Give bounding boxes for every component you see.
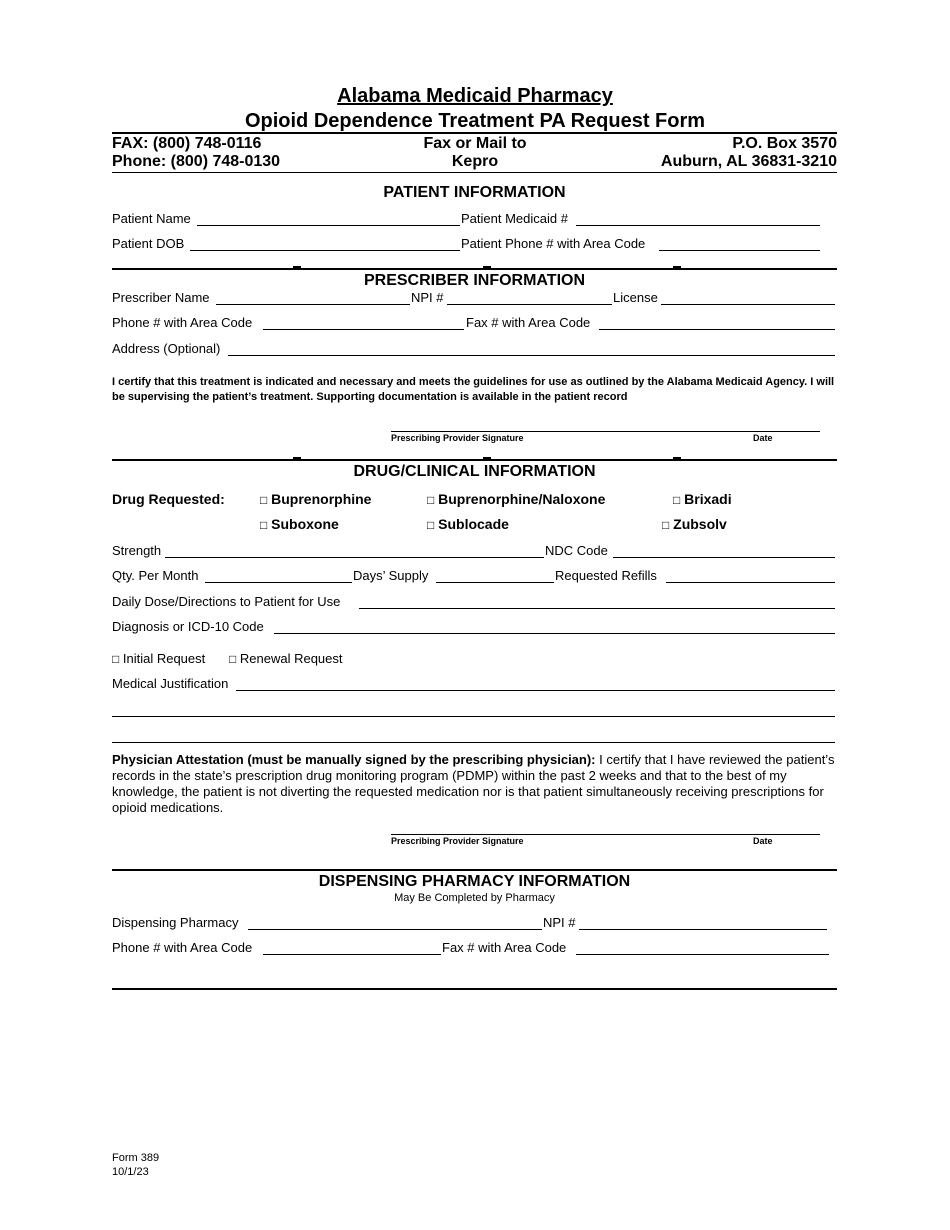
pharmacy-fax-field[interactable] [576,940,829,955]
diagnosis-field[interactable] [274,619,835,634]
drug-option-sublocade[interactable] [427,516,509,534]
justification-label: Medical Justification [112,676,229,691]
ndc-label: NDC Code [545,543,608,558]
drug-option-label: Zubsolv [673,516,727,532]
pharmacy-name-field[interactable] [248,915,542,930]
form-title: Alabama Medicaid Pharmacy [337,85,613,107]
prescriber-date-label: Date [753,433,773,443]
prescriber-phone-label: Phone # with Area Code [112,315,253,330]
drug-option-label: Brixadi [684,491,732,507]
mail-to-company: Kepro [451,153,499,170]
patient-phone-label: Patient Phone # with Area Code [461,236,646,251]
pharmacy-phone-field[interactable] [263,940,441,955]
daily-dose-label: Daily Dose/Directions to Patient for Use [112,594,341,609]
drug-requested-label: Drug Requested: [112,491,225,507]
checkbox-icon: □ [112,652,120,666]
form-number: Form 389 [112,1152,160,1164]
prescriber-license-field[interactable] [661,290,835,305]
pharmacy-fax-label: Fax # with Area Code [442,940,567,955]
prescriber-name-field[interactable] [216,290,410,305]
drug-option-zubsolv[interactable] [662,516,727,534]
drug-option-label: Suboxone [271,516,339,532]
justification-field-line-2[interactable] [112,702,835,717]
form-date: 10/1/23 [112,1166,149,1178]
qty-field[interactable] [205,568,352,583]
attestation-heading: Physician Attestation (must be manually signed by the prescribing physician): [112,752,596,767]
justification-field-line-3[interactable] [112,728,835,743]
checkbox-icon: □ [427,518,435,532]
prescriber-signature-label: Prescribing Provider Signature [391,433,524,443]
phone-number: Phone: (800) 748-0130 [112,153,281,170]
daily-dose-field[interactable] [359,594,835,609]
prescriber-signature-line[interactable] [391,431,820,432]
physician-signature-label: Prescribing Provider Signature [391,836,524,846]
checkbox-icon: □ [673,493,681,507]
pharmacy-subheading: May Be Completed by Pharmacy [394,892,555,904]
ndc-field[interactable] [613,543,835,558]
checkbox-icon: □ [229,652,237,666]
patient-name-label: Patient Name [112,211,191,226]
patient-dob-label: Patient DOB [112,236,185,251]
checkbox-icon: □ [260,518,268,532]
pharmacy-npi-label: NPI # [543,915,576,930]
prescriber-address-field[interactable] [228,341,835,356]
prescriber-license-label: License [613,290,658,305]
days-supply-label: Days’ Supply [353,568,429,583]
prescriber-npi-field[interactable] [447,290,612,305]
pharmacy-phone-label: Phone # with Area Code [112,940,253,955]
po-box: P.O. Box 3570 [732,135,837,152]
pharmacy-npi-field[interactable] [579,915,827,930]
initial-request-checkbox[interactable] [112,651,205,667]
prescriber-section-heading: PRESCRIBER INFORMATION [363,272,586,289]
physician-signature-line[interactable] [391,834,820,835]
fax-number: FAX: (800) 748-0116 [112,135,262,152]
drug-option-brixadi[interactable] [673,491,732,509]
physician-attestation [112,752,837,816]
pharmacy-section-heading: DISPENSING PHARMACY INFORMATION [318,873,631,890]
patient-section-heading: PATIENT INFORMATION [383,184,566,201]
drug-option-buprenorphine-naloxone[interactable] [427,491,605,509]
renewal-request-label: Renewal Request [239,651,343,666]
header-divider [112,132,837,134]
pharmacy-section-divider [112,988,837,990]
drug-option-label: Buprenorphine [271,491,372,507]
patient-name-field[interactable] [197,211,460,226]
drug-option-suboxone[interactable] [260,516,339,534]
attestation-text: I certify that I have reviewed the patient’s records in the state’s prescription drug monitoring program (PDMP) within the past 2 weeks and that to the best of my knowledge, the patient is not diverting the requested medication nor is that patient simultaneously receiving prescriptions for opioid medications. [112,752,835,815]
days-supply-field[interactable] [436,568,554,583]
checkbox-icon: □ [662,518,670,532]
refills-label: Requested Refills [555,568,657,583]
prescriber-fax-field[interactable] [599,315,835,330]
refills-field[interactable] [666,568,835,583]
qty-label: Qty. Per Month [112,568,199,583]
form-subtitle: Opioid Dependence Treatment PA Request Form [244,110,706,132]
strength-label: Strength [112,543,162,558]
prescriber-fax-label: Fax # with Area Code [466,315,591,330]
strength-field[interactable] [165,543,544,558]
mail-city: Auburn, AL 36831-3210 [660,153,837,170]
patient-section-divider [112,268,837,270]
diagnosis-label: Diagnosis or ICD-10 Code [112,619,264,634]
physician-date-label: Date [753,836,773,846]
prescriber-certification: I certify that this treatment is indicated and necessary and meets the guidelines for use as outlined by the Alabama Medicaid Agency. I will be supervising the patient’s treatment. Supporting documentation is available in the patient record [112,376,835,403]
checkbox-icon: □ [427,493,435,507]
pharmacy-name-label: Dispensing Pharmacy [112,915,239,930]
prescriber-phone-field[interactable] [263,315,464,330]
initial-request-label: Initial Request [122,651,206,666]
renewal-request-checkbox[interactable] [229,651,343,667]
patient-medicaid-field[interactable] [576,211,820,226]
checkbox-icon: □ [260,493,268,507]
header-bottom-rule [112,172,837,173]
drug-option-label: Buprenorphine/Naloxone [438,491,606,507]
prescriber-npi-label: NPI # [411,290,444,305]
justification-field[interactable] [236,676,835,691]
drug-option-buprenorphine[interactable] [260,491,371,509]
drug-section-heading: DRUG/CLINICAL INFORMATION [353,463,596,480]
patient-dob-field[interactable] [190,236,460,251]
prescriber-name-label: Prescriber Name [112,290,210,305]
mail-to-label: Fax or Mail to [423,135,527,152]
patient-phone-field[interactable] [659,236,820,251]
patient-medicaid-label: Patient Medicaid # [461,211,568,226]
drug-option-label: Sublocade [438,516,509,532]
prescriber-section-divider [112,459,837,461]
drug-section-divider [112,869,837,871]
prescriber-address-label: Address (Optional) [112,341,221,356]
